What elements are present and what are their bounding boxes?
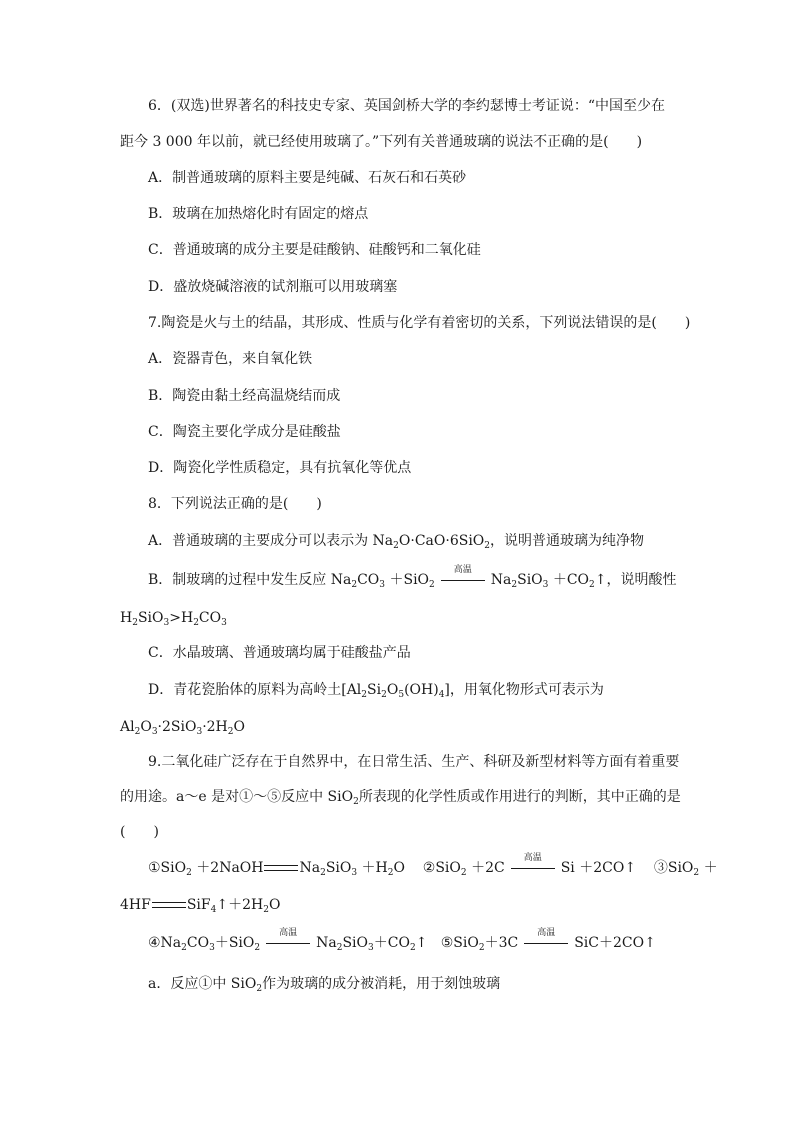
reaction-arrow (524, 928, 568, 951)
q9-reactions-line3: $④Na_2CO_3+SiO_2$ 高温 $Na_2SiO_3+CO_2↑$ ⑤SiO$_2$＋3C 高温 SiC＋2CO↑ (148, 928, 656, 953)
q8-option-d-tail: ，用氧化物形式可表示为 (449, 682, 604, 698)
reaction-condition: 高温 (523, 853, 542, 863)
reaction-arrow (441, 565, 485, 588)
q9-stem-line2-tail: 所表现的化学性质或作用进行的判断，其中正确的是 (358, 789, 681, 805)
q9-option-a-text: a．反应①中 SiO (148, 976, 257, 992)
q9-stem-line2-text: 的用途。a～e 是对①～⑤反应中 SiO (120, 789, 354, 805)
reaction-arrow (266, 928, 310, 951)
q9-option-a-tail: 作为玻璃的成分被消耗，用于刻蚀玻璃 (262, 976, 501, 992)
q8-option-d-text: D．青花瓷胎体的原料为高岭土 (148, 682, 342, 698)
q8-option-d: D．青花瓷胎体的原料为高岭土$[Al_2Si_2O_5(OH)_4]$，用氧化物形式可表示为 (148, 682, 604, 700)
q7-option-b: B．陶瓷由黏土经高温烧结而成 (148, 388, 341, 404)
q8-option-b: B．制玻璃的过程中发生反应 $Na_2CO_3 +SiO_2$ 高温 $Na_2SiO_3$ $+CO_2↑$，说明酸性 (148, 565, 677, 590)
q8-option-b-cont: $H_2SiO_3>H_2CO_3$ (120, 610, 227, 628)
reaction-condition: 高温 (279, 928, 298, 938)
q7-option-a: A．瓷器青色，来自氧化铁 (148, 351, 313, 367)
q7-option-d: D．陶瓷化学性质稳定，具有抗氧化等优点 (148, 460, 412, 476)
q9-stem-line3: ( ) (120, 824, 159, 840)
q6-stem-line1: 6．(双选)世界著名的科技史专家、英国剑桥大学的李约瑟博士考证说：“中国至少在 (148, 98, 665, 114)
q6-option-a: A．制普通玻璃的原料主要是纯碱、石灰石和石英砂 (148, 170, 467, 186)
reaction-arrow (511, 853, 555, 876)
q8-option-b-text: B．制玻璃的过程中发生反应 (148, 572, 331, 588)
q6-option-b: B．玻璃在加热熔化时有固定的熔点 (148, 206, 369, 222)
q7-stem: 7.陶瓷是火与土的结晶，其形成、性质与化学有着密切的关系，下列说法错误的是( ) (148, 315, 691, 331)
q8-stem: 8．下列说法正确的是( ) (148, 496, 322, 512)
reaction-condition: 高温 (453, 565, 472, 575)
q6-option-d: D．盛放烧碱溶液的试剂瓶可以用玻璃塞 (148, 279, 398, 295)
q6-option-c: C．普通玻璃的成分主要是硅酸钠、硅酸钙和二氧化硅 (148, 242, 481, 258)
q9-option-a: a．反应①中 SiO$_2$作为玻璃的成分被消耗，用于刻蚀玻璃 (148, 976, 501, 994)
q9-stem-line1: 9.二氧化硅广泛存在于自然界中，在日常生活、生产、科研及新型材料等方面有着重要 (148, 754, 680, 770)
q8-option-b-tail: ，说明酸性 (606, 572, 677, 588)
q6-stem-line2: 距今 3 000 年以前，就已经使用玻璃了。”下列有关普通玻璃的说法不正确的是( ) (120, 134, 643, 150)
q8-option-a-text: A．普通玻璃的主要成分可以表示为 Na (148, 533, 394, 549)
q8-option-c: C．水晶玻璃、普通玻璃均属于硅酸盐产品 (148, 645, 411, 661)
q9-stem-line2: 的用途。a～e 是对①～⑤反应中 SiO$_2$所表现的化学性质或作用进行的判断，其中正确的是 (120, 789, 681, 807)
q8-option-a-tail: ，说明普通玻璃为纯净物 (490, 533, 645, 549)
q8-option-a: A．普通玻璃的主要成分可以表示为 $Na_2O\cdot CaO\cdot 6SiO_2$，说明普通玻璃为纯净物 (148, 533, 645, 551)
q8-option-d-cont: $Al_2O_3\cdot 2SiO_3\cdot 2H_2O$ (120, 719, 245, 737)
q9-reactions-line1: ①SiO$_2$ ＋2NaOH $Na_2SiO_3 +H_2O$ ②SiO$_2$ ＋2C 高温 Si ＋2CO↑ ③SiO$_2$ ＋ (148, 853, 718, 878)
q9-reactions-line2: 4HF $SiF_4↑+2H_2O$ (120, 897, 281, 915)
q7-option-c: C．陶瓷主要化学成分是硅酸盐 (148, 424, 341, 440)
reaction-condition: 高温 (537, 928, 556, 938)
